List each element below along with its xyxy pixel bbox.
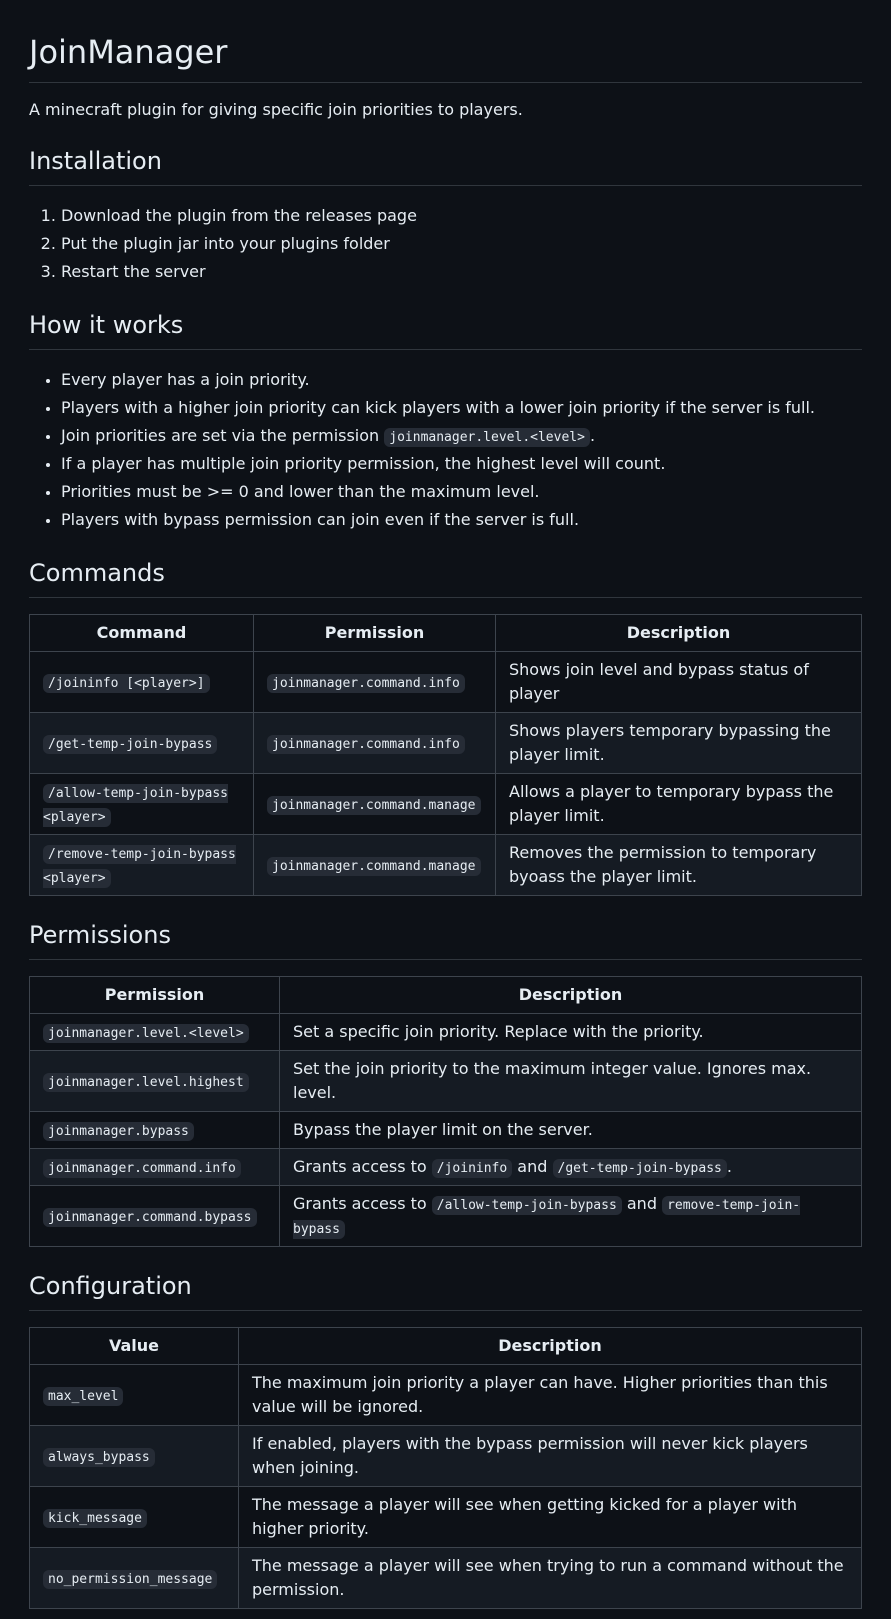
table-cell <box>30 1548 239 1609</box>
list-item: 3. Restart the server <box>61 258 862 286</box>
table-cell <box>30 1051 280 1112</box>
table-row <box>30 1051 862 1112</box>
inline-code: joinmanager.level.highest <box>43 1073 249 1092</box>
column-header: Description <box>239 1328 862 1365</box>
table-row <box>30 1186 862 1247</box>
table-cell <box>254 774 496 835</box>
table-row <box>30 652 862 713</box>
table-row <box>30 774 862 835</box>
inline-code: joinmanager.command.manage <box>267 857 481 876</box>
table-cell <box>254 835 496 896</box>
inline-code: joinmanager.bypass <box>43 1122 194 1141</box>
list-item: • Players with a higher join priority can kick players with a lower join priority if the server is full. <box>61 394 862 422</box>
commands-table <box>29 614 862 896</box>
table-cell <box>280 1186 862 1247</box>
table-header-row <box>30 1328 862 1365</box>
configuration-heading: Configuration <box>29 1271 862 1311</box>
list-item: 1. Download the plugin from the releases page <box>61 202 862 230</box>
inline-code: always_bypass <box>43 1448 155 1467</box>
how-it-works-list <box>29 366 862 534</box>
how-it-works-heading: How it works <box>29 310 862 350</box>
inline-code: /allow-temp-join-bypass <player> <box>43 786 229 825</box>
installation-steps <box>29 202 862 286</box>
table-cell <box>30 1186 280 1247</box>
cell-text: and <box>512 1157 553 1176</box>
table-row <box>30 1365 862 1426</box>
inline-code: /joininfo [<player>] <box>43 674 210 693</box>
inline-code: /allow-temp-join-bypass <box>432 1196 622 1215</box>
inline-code: kick_message <box>43 1509 147 1528</box>
inline-code: joinmanager.command.manage <box>267 796 481 815</box>
commands-heading: Commands <box>29 558 862 598</box>
list-item-text: Join priorities are set via the permission <box>61 426 385 445</box>
inline-code: joinmanager.command.bypass <box>43 1208 257 1227</box>
list-item: • Priorities must be >= 0 and lower than the maximum level. <box>61 478 862 506</box>
table-cell <box>30 1112 280 1149</box>
column-header: Command <box>30 615 254 652</box>
table-cell: The message a player will see when trying to run a command without the permission. <box>239 1548 862 1609</box>
column-header: Permission <box>254 615 496 652</box>
table-row <box>30 1487 862 1548</box>
permissions-heading: Permissions <box>29 920 862 960</box>
table-row <box>30 713 862 774</box>
column-header: Value <box>30 1328 239 1365</box>
table-cell: Shows join level and bypass status of player <box>496 652 862 713</box>
table-cell <box>30 1487 239 1548</box>
inline-code: no_permission_message <box>43 1570 217 1589</box>
list-item: • Players with bypass permission can join even if the server is full. <box>61 506 862 534</box>
table-row <box>30 835 862 896</box>
inline-code: max_level <box>43 1387 123 1406</box>
inline-code: /get-temp-join-bypass <box>553 1159 727 1178</box>
table-row <box>30 1426 862 1487</box>
table-cell <box>254 652 496 713</box>
column-header: Description <box>280 977 862 1014</box>
page-title: JoinManager <box>29 0 862 83</box>
inline-code: /remove-temp-join-bypass <player> <box>43 847 236 886</box>
inline-code: /joininfo <box>432 1159 512 1178</box>
column-header: Permission <box>30 977 280 1014</box>
permissions-table <box>29 976 862 1247</box>
table-cell <box>280 1149 862 1186</box>
table-row <box>30 1014 862 1051</box>
inline-code: /get-temp-join-bypass <box>43 735 217 754</box>
list-item <box>61 422 862 450</box>
table-cell: Bypass the player limit on the server. <box>280 1112 862 1149</box>
table-cell: Allows a player to temporary bypass the player limit. <box>496 774 862 835</box>
column-header: Description <box>496 615 862 652</box>
list-item: 2. Put the plugin jar into your plugins folder <box>61 230 862 258</box>
cell-text: Grants access to <box>293 1157 432 1176</box>
inline-code: remove-temp-join-bypass <box>293 1198 801 1237</box>
table-cell <box>254 713 496 774</box>
intro-text: A minecraft plugin for giving specific join priorities to players. <box>29 100 523 119</box>
list-item: • Every player has a join priority. <box>61 366 862 394</box>
table-row <box>30 1149 862 1186</box>
inline-code: joinmanager.level.<level> <box>43 1024 249 1043</box>
table-cell: Set the join priority to the maximum integer value. Ignores max. level. <box>280 1051 862 1112</box>
cell-text: Grants access to <box>293 1194 432 1213</box>
table-cell: The maximum join priority a player can have. Higher priorities than this value will be ignored. <box>239 1365 862 1426</box>
list-item: • If a player has multiple join priority permission, the highest level will count. <box>61 450 862 478</box>
table-cell <box>30 774 254 835</box>
table-cell <box>30 652 254 713</box>
table-cell <box>30 1365 239 1426</box>
table-cell <box>30 835 254 896</box>
table-cell <box>30 713 254 774</box>
list-item-suffix: . <box>589 426 596 445</box>
installation-heading: Installation <box>29 146 862 186</box>
table-cell <box>30 1149 280 1186</box>
table-cell <box>30 1014 280 1051</box>
table-row <box>30 1112 862 1149</box>
table-cell <box>30 1426 239 1487</box>
table-cell: Removes the permission to temporary byoass the player limit. <box>496 835 862 896</box>
inline-code: joinmanager.command.info <box>43 1159 241 1178</box>
table-cell: Shows players temporary bypassing the player limit. <box>496 713 862 774</box>
inline-code: joinmanager.command.info <box>267 674 465 693</box>
table-header-row <box>30 977 862 1014</box>
cell-text: . <box>726 1157 732 1176</box>
configuration-table <box>29 1327 862 1609</box>
inline-code: joinmanager.command.info <box>267 735 465 754</box>
table-header-row <box>30 615 862 652</box>
inline-code: joinmanager.level.<level> <box>384 428 590 447</box>
table-cell: Set a specific join priority. Replace with the priority. <box>280 1014 862 1051</box>
cell-text: and <box>621 1194 663 1213</box>
table-row <box>30 1548 862 1609</box>
table-cell: If enabled, players with the bypass permission will never kick players when joining. <box>239 1426 862 1487</box>
table-cell: The message a player will see when getting kicked for a player with higher priority. <box>239 1487 862 1548</box>
